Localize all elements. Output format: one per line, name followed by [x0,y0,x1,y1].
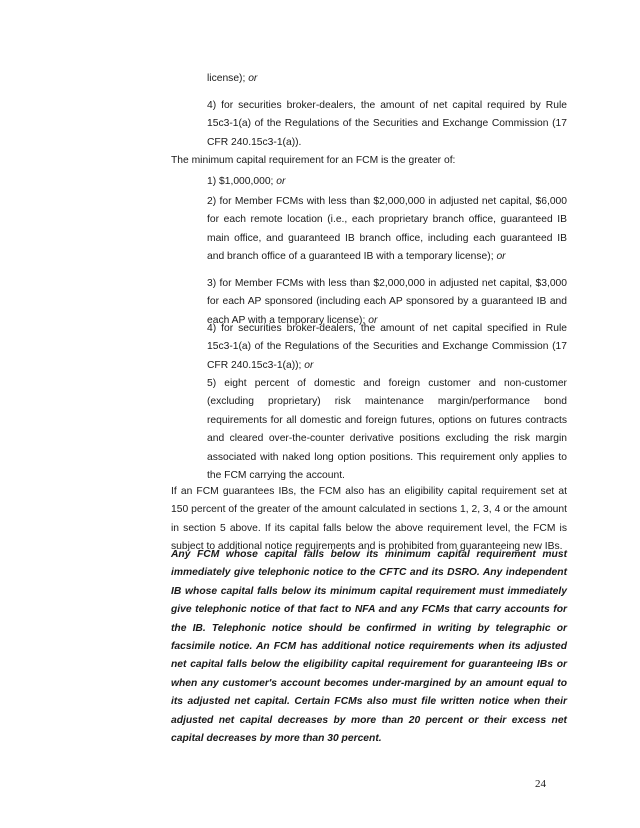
fcm-list-item-5 [207,375,567,485]
fcm-list-item-2-text: 2) for Member FCMs with less than $2,000,000 in adjusted net capital, $6,000 for each remote location (i.e., each proprietary branch office, guaranteed IB main office, and guaranteed IB branch office, including each guaranteed IB and branch office of a guaranteed IB with a temporary license); [207,196,567,263]
fcm-list-item-4 [207,320,567,375]
fcm-list-item-1-text: 1) $1,000,000; [207,176,277,187]
continuation-conj: or [248,73,258,84]
fcm-list-item-5-text: 5) eight percent of domestic and foreign customer and non-customer (excluding proprietary) risk maintenance margin/performance bond requirements for all domestic and foreign futures, options on futures contracts and cleared over-the-counter derivative positions excluding the risk margin associated with naked long option positions. This requirement only applies to the FCM carrying the account. [207,378,567,482]
notice-paragraph: Any FCM whose capital falls below its minimum capital requirement must immediately give telephonic notice to the CFTC and its DSRO. Any independent IB whose capital falls below its minimum capital requirement must immediately give telephonic notice of that fact to NFA and any FCMs that carry accounts for the IB. Telephonic notice should be confirmed in writing by telegraphic or facsimile notice. An FCM has additional notice requirements when its adjusted net capital falls below the eligibility capital requirement for guaranteeing IBs or when any customer's account becomes under-margined by an amount equal to its adjusted net capital. Certain FCMs also must file written notice when their adjusted net capital decreases by more than 20 percent or their excess net capital decreases by more than 30 percent. [171,549,567,745]
fcm-list-item-3-text: 3) for Member FCMs with less than $2,000,000 in adjusted net capital, $3,000 for each AP sponsored (including each AP sponsored by a guaranteed IB and each AP with a temporary license); [207,278,567,326]
prior-list-item-4 [207,97,567,152]
page-number: 24 [535,778,546,790]
fcm-intro: The minimum capital requirement for an FCM is the greater of: [171,155,456,166]
prior-list-item-4-text: 4) for securities broker-dealers, the amount of net capital required by Rule 15c3-1(a) of the Regulations of the Securities and Exchange Commission (17 CFR 240.15c3-1(a)). [207,100,567,148]
fcm-list-item-3-conj: or [368,314,378,326]
fcm-list-item-1 [207,173,567,191]
eligibility-paragraph: If an FCM guarantees IBs, the FCM also has an eligibility capital requirement set at 150 percent of the greater of the amount calculated in sections 1, 2, 3, 4 or the amount in section 5 above. If its capital falls below the above requirement level, the FCM is subject to additional notice requirements and is prohibited from guaranteeing new IBs. [171,486,567,553]
continuation-line [207,70,567,88]
continuation-text: license); [207,73,249,84]
fcm-list-item-2 [207,193,567,267]
fcm-list-item-4-text: 4) for securities broker-dealers, the amount of net capital specified in Rule 15c3-1(a) of the Regulations of the Securities and Exchange Commission (17 CFR 240.15c3-1(a)); [207,323,567,371]
fcm-list-item-4-conj: or [304,359,314,371]
fcm-list-item-1-conj: or [276,176,286,187]
fcm-list-item-2-conj: or [496,251,506,263]
